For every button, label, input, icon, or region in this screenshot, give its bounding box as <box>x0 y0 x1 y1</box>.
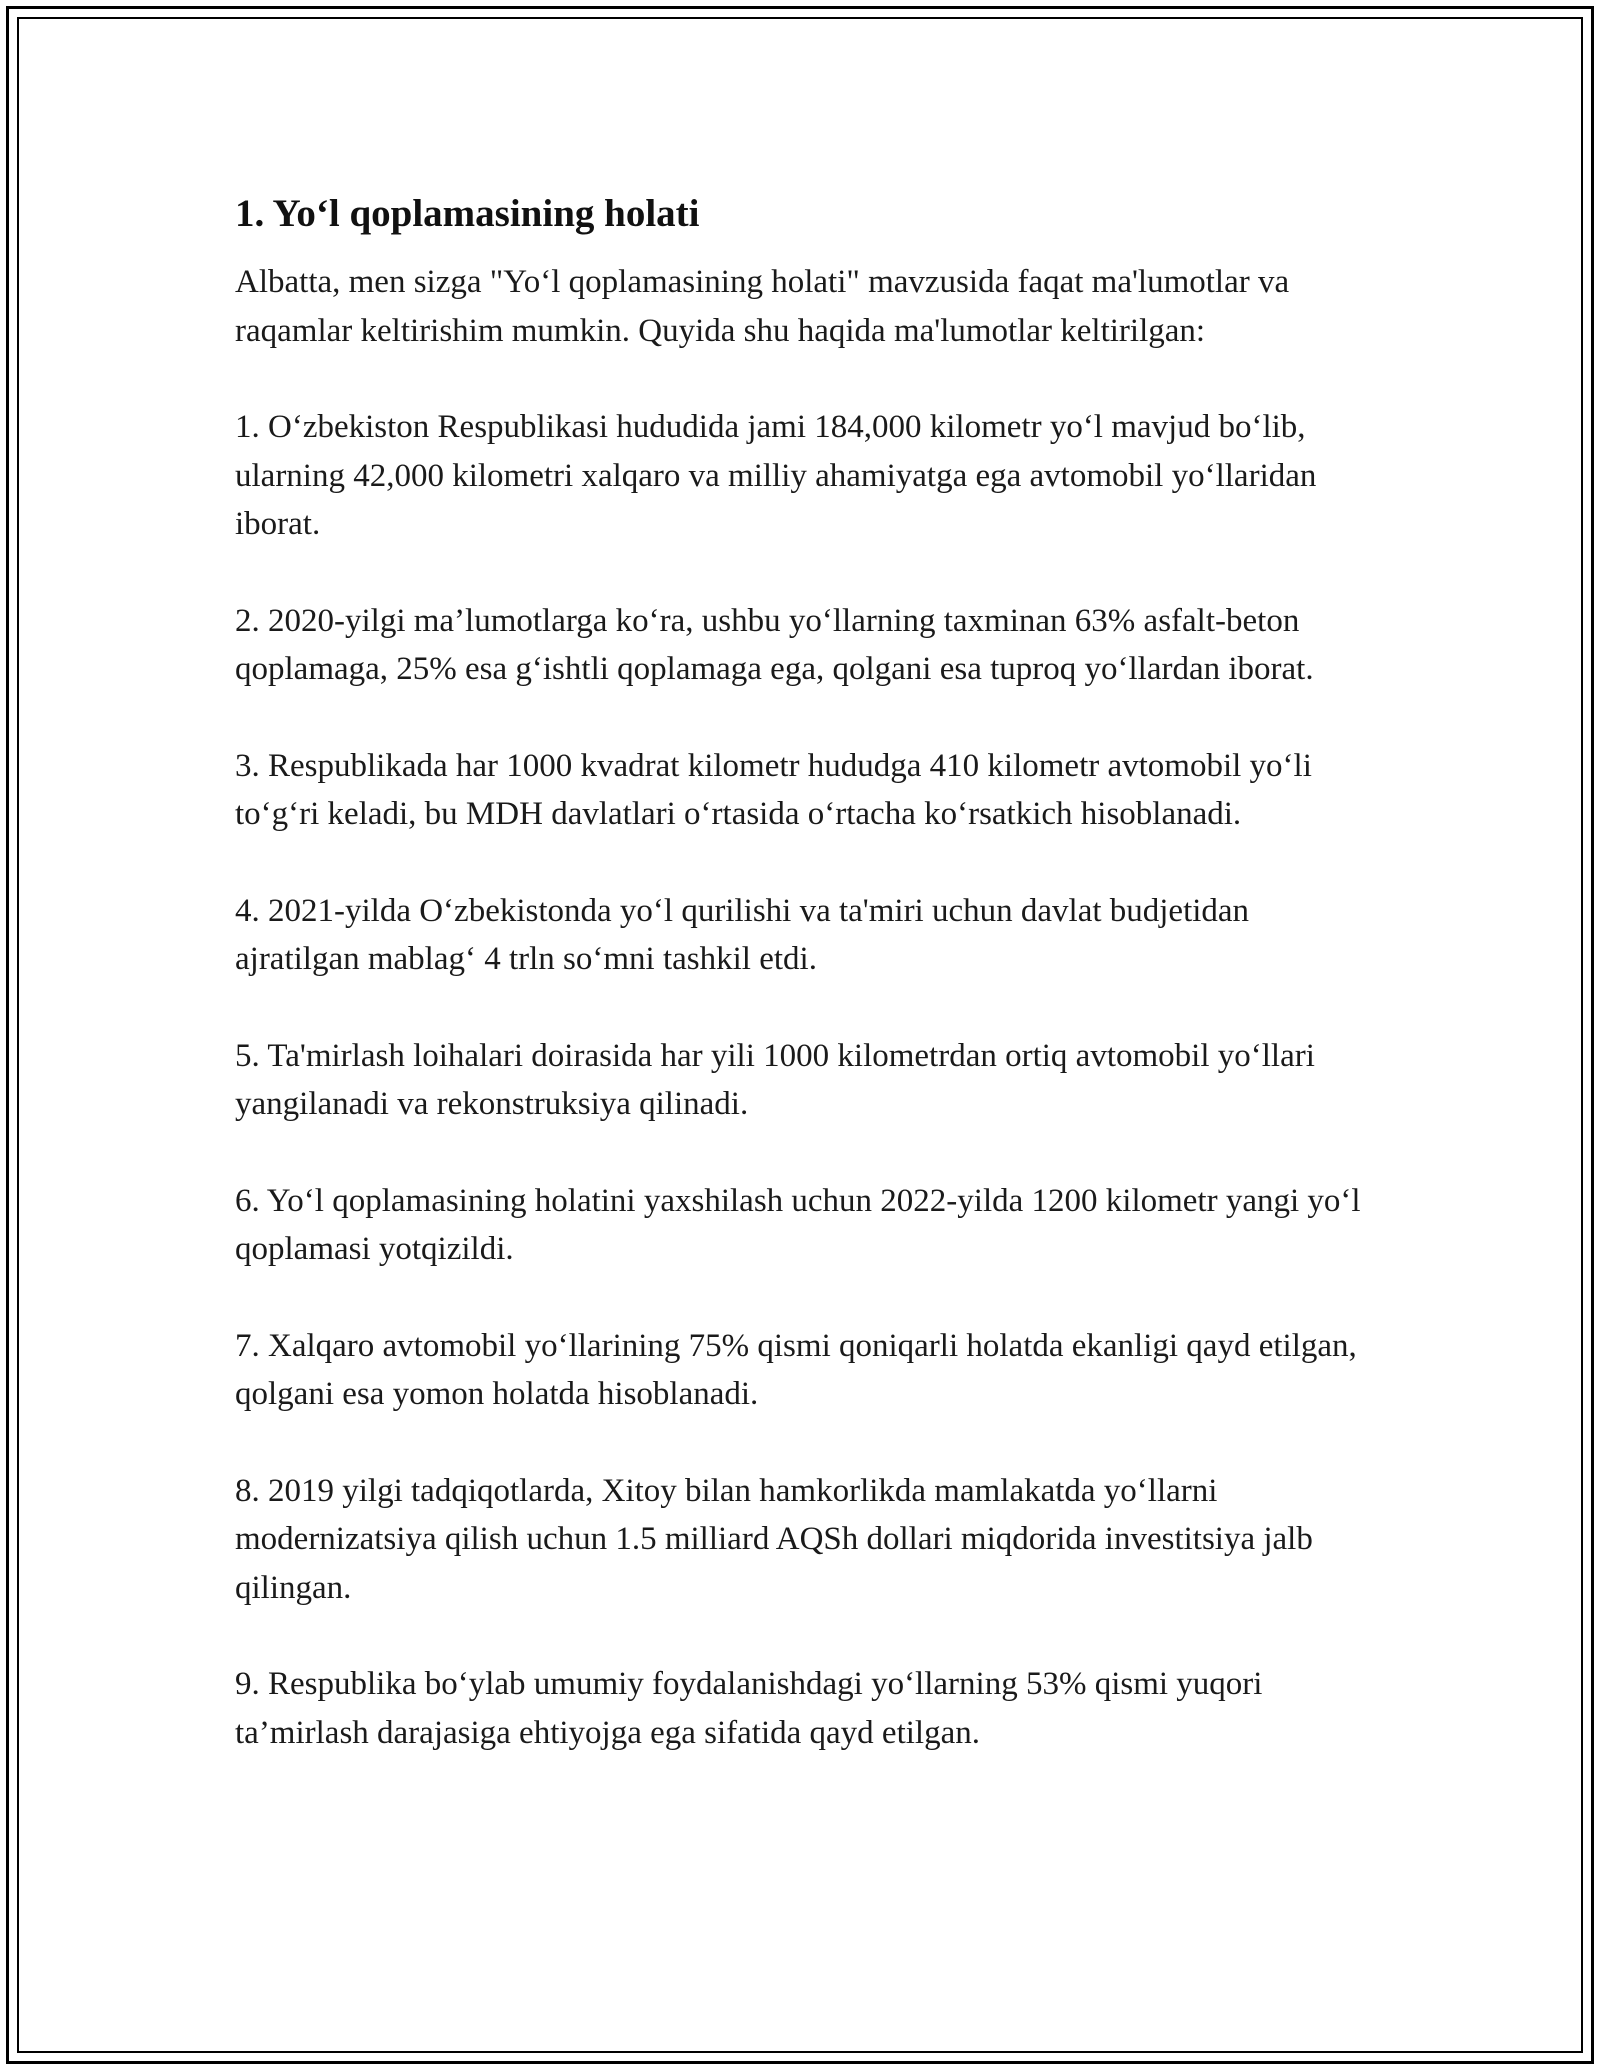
list-item: 7. Xalqaro avtomobil yo‘llarining 75% qismi qoniqarli holatda ekanligi qayd etilgan, qolgani esa yomon holatda hisoblanadi. <box>235 1327 1357 1412</box>
section-heading: 1. Yo‘l qoplamasining holati <box>235 192 700 235</box>
list-item: 3. Respublikada har 1000 kvadrat kilometr hududga 410 kilometr avtomobil yo‘li to‘g‘ri keladi, bu MDH davlatlari o‘rtasida o‘rtacha ko‘rsatkich hisoblanadi. <box>235 747 1312 832</box>
intro-paragraph: Albatta, men sizga "Yo‘l qoplamasining holati" mavzusida faqat ma'lumotlar va raqamlar keltirishim mumkin. Quyida shu haqida ma'lumotlar keltirilgan: <box>235 264 1290 349</box>
list-item: 2. 2020-yilgi ma’lumotlarga ko‘ra, ushbu yo‘llarning taxminan 63% asfalt-beton qoplamaga, 25% esa g‘ishtli qoplamaga ega, qolgani esa tuproq yo‘llardan iborat. <box>235 602 1314 687</box>
list-item: 5. Ta'mirlash loihalari doirasida har yili 1000 kilometrdan ortiq avtomobil yo‘llari yangilanadi va rekonstruksiya qilinadi. <box>235 1037 1315 1122</box>
list-item: 1. O‘zbekiston Respublikasi hududida jami 184,000 kilometr yo‘l mavjud bo‘lib, ularning 42,000 kilometri xalqaro va milliy ahamiyatga ega avtomobil yo‘llaridan iborat. <box>235 409 1317 542</box>
list-item: 4. 2021-yilda O‘zbekistonda yo‘l qurilishi va ta'miri uchun davlat budjetidan ajratilgan mablag‘ 4 trln so‘mni tashkil etdi. <box>235 892 1250 977</box>
list-item: 6. Yo‘l qoplamasining holatini yaxshilash uchun 2022-yilda 1200 kilometr yangi yo‘l qoplamasi yotqizildi. <box>235 1182 1361 1267</box>
document-body <box>235 188 1380 1757</box>
list-item: 9. Respublika bo‘ylab umumiy foydalanishdagi yo‘llarning 53% qismi yuqori ta’mirlash darajasiga ehtiyojga ega sifatida qayd etilgan. <box>235 1666 1263 1751</box>
list-item: 8. 2019 yilgi tadqiqotlarda, Xitoy bilan hamkorlikda mamlakatda yo‘llarni modernizatsiya qilish uchun 1.5 milliard AQSh dollari miqdorida investitsiya jalb qilingan. <box>235 1472 1313 1606</box>
